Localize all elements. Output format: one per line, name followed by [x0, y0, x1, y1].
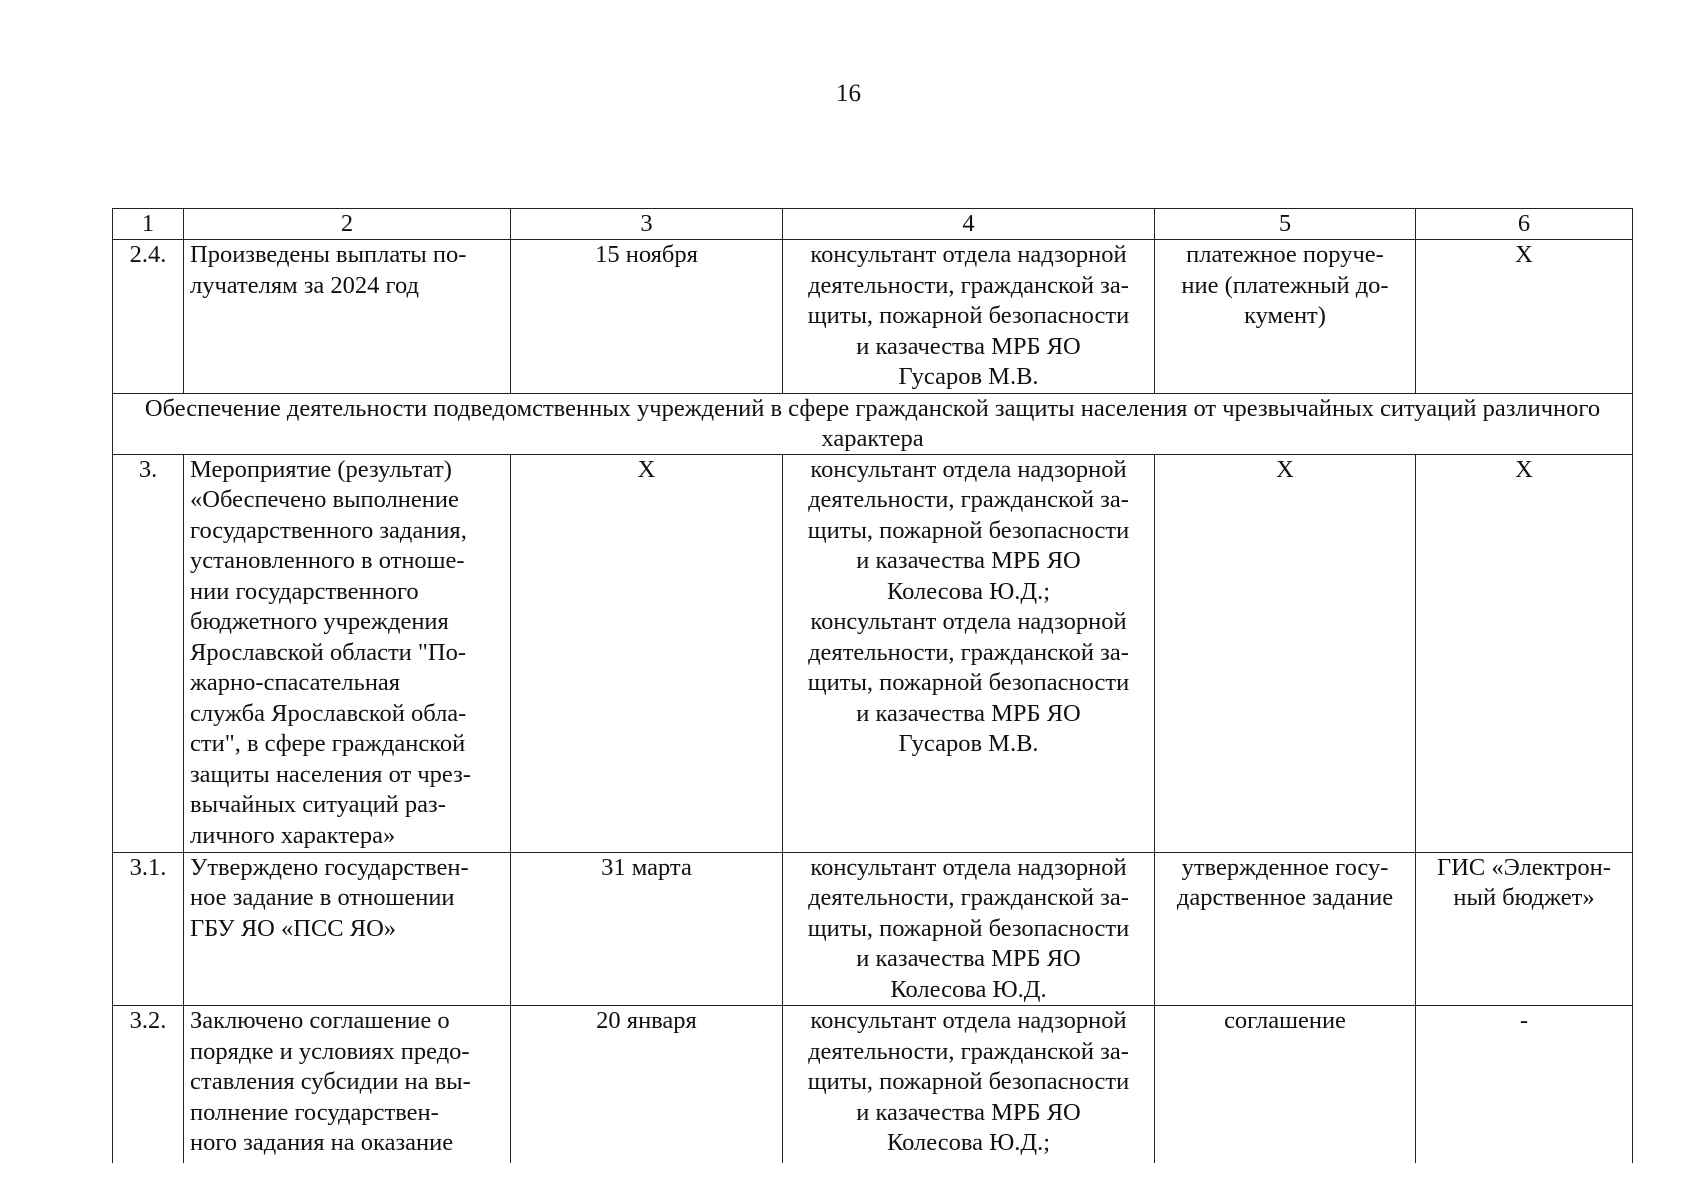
system-cell: Х — [1416, 454, 1633, 852]
responsible-cell: консультант отдела надзорной деятельности, гражданской за- щиты, пожарной безопасности и казачества МРБ ЯО Колесова Ю.Д.; консультант отдела надзорной деятельности, гражданской за- щиты, пожарной безопасности и казачества МРБ ЯО Гусаров М.В. — [783, 454, 1155, 852]
responsible-cell: консультант отдела надзорной деятельности, гражданской за- щиты, пожарной безопасности и казачества МРБ ЯО Колесова Ю.Д.; — [783, 1006, 1155, 1163]
table-header-row — [113, 209, 1633, 240]
responsible-cell: консультант отдела надзорной деятельности, гражданской за- щиты, пожарной безопасности и казачества МРБ ЯО Колесова Ю.Д. — [783, 852, 1155, 1006]
document-cell: утвержденное госу- дарственное задание — [1155, 852, 1416, 1006]
table-row — [113, 240, 1633, 394]
system-cell: ГИС «Электрон- ный бюджет» — [1416, 852, 1633, 1006]
column-header: 1 — [113, 209, 184, 240]
row-number: 2.4. — [113, 240, 184, 394]
event-cell: Произведены выплаты по- лучателям за 2024 год — [184, 240, 511, 394]
row-number: 3. — [113, 454, 184, 852]
row-number: 3.1. — [113, 852, 184, 1006]
date-cell: 31 марта — [511, 852, 783, 1006]
system-cell: - — [1416, 1006, 1633, 1163]
section-row — [113, 393, 1633, 454]
table-row — [113, 852, 1633, 1006]
column-header: 2 — [184, 209, 511, 240]
date-cell: Х — [511, 454, 783, 852]
document-cell: Х — [1155, 454, 1416, 852]
document-cell: платежное поруче- ние (платежный до- кумент) — [1155, 240, 1416, 394]
event-cell: Заключено соглашение о порядке и условиях предо- ставления субсидии на вы- полнение государствен- ного задания на оказание — [184, 1006, 511, 1163]
page-number: 16 — [836, 80, 861, 107]
column-header: 6 — [1416, 209, 1633, 240]
plan-table — [112, 208, 1633, 1163]
table-row — [113, 454, 1633, 852]
date-cell: 15 ноября — [511, 240, 783, 394]
row-number: 3.2. — [113, 1006, 184, 1163]
system-cell: Х — [1416, 240, 1633, 394]
column-header: 5 — [1155, 209, 1416, 240]
section-title: Обеспечение деятельности подведомственных учреждений в сфере гражданской защиты населения от чрезвычайных ситуаций различного характера — [113, 393, 1633, 454]
column-header: 3 — [511, 209, 783, 240]
event-cell: Мероприятие (результат) «Обеспечено выполнение государственного задания, установленного в отноше- нии государственного бюджетного учреждения Ярославской области "По- жарно-спасательная служба Ярославской обла- сти", в сфере гражданской защиты населения от чрез- вычайных ситуаций раз- личного характера» — [184, 454, 511, 852]
date-cell: 20 января — [511, 1006, 783, 1163]
document-cell: соглашение — [1155, 1006, 1416, 1163]
column-header: 4 — [783, 209, 1155, 240]
table-row — [113, 1006, 1633, 1163]
event-cell: Утверждено государствен- ное задание в отношении ГБУ ЯО «ПСС ЯО» — [184, 852, 511, 1006]
responsible-cell: консультант отдела надзорной деятельности, гражданской за- щиты, пожарной безопасности и казачества МРБ ЯО Гусаров М.В. — [783, 240, 1155, 394]
